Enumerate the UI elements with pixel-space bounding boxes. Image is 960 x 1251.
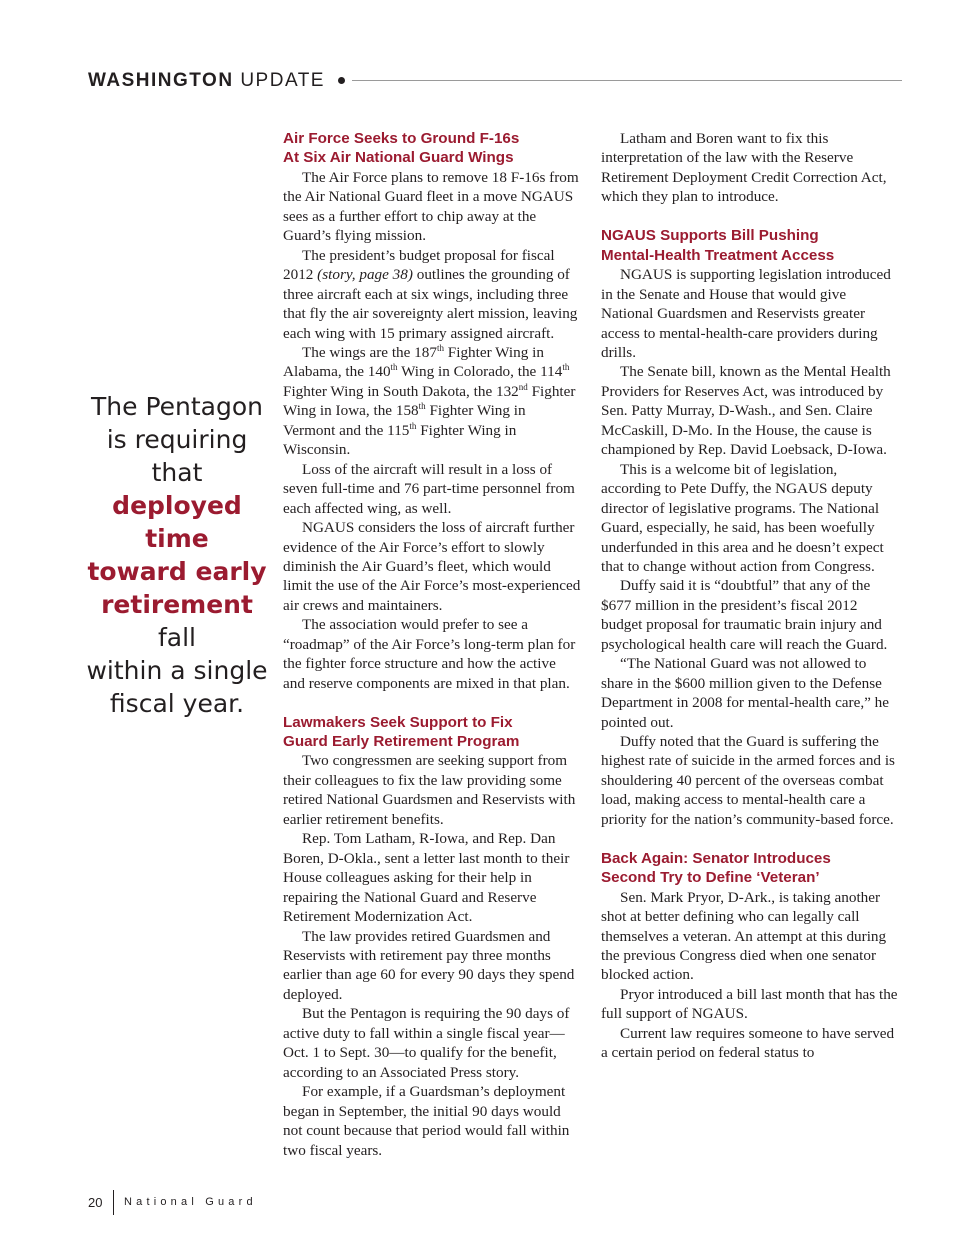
paragraph: Latham and Boren want to fix this interpretation of the law with the Reserve Retirement Deployment Credit Correction Act, which they plan to introduce. (601, 130, 887, 206)
headline-line: Air Force Seeks to Ground F-16s (283, 130, 520, 147)
paragraph: Loss of the aircraft will result in a loss of seven full-time and 76 part-time personnel from each affected wing, as well. (283, 460, 575, 517)
paragraph: Two congressmen are seeking support from their colleagues to fix the law providing some retired National Guardsmen and Reservists with earlier retirement benefits. (283, 752, 576, 828)
text-run: Fighter Wing in Vermont and the 115 (283, 402, 526, 439)
headline-line: Back Again: Senator Introduces (601, 849, 831, 867)
paragraph: The association would prefer to see a “roadmap” of the Air Force’s long-term plan for the fighter force structure and how the active and reserve components are mixed in that plan. (283, 616, 576, 692)
pull-quote-line: within a single (86, 656, 268, 685)
ordinal-suffix: th (409, 420, 417, 431)
paragraph: For example, if a Guardsman’s deployment began in September, the initial 90 days would not count because that period would fall within two fiscal years. (283, 1083, 570, 1159)
bullet-dot (338, 77, 345, 84)
text-run: The wings are the 187 (302, 343, 437, 361)
text-run: Wing in Colorado, the 114 (397, 363, 563, 381)
footer-divider (113, 1190, 114, 1215)
article-headline-retirement (283, 713, 581, 752)
pull-quote-emphasis: toward early (87, 557, 267, 586)
headline-line: Lawmakers Seek Support to Fix (283, 713, 513, 731)
spacer (601, 207, 899, 226)
headline-line: Second Try to Define ‘Veteran’ (601, 869, 820, 887)
magazine-name: National Guard (124, 1196, 257, 1208)
text-run: Fighter Wing in South Dakota, the 132 (283, 382, 519, 400)
section-title (88, 70, 325, 92)
ordinal-suffix: nd (518, 381, 528, 392)
article-headline-mental-health (601, 226, 899, 265)
paragraph: But the Pentagon is requiring the 90 days of active duty to fall within a single fiscal year—Oct. 1 to Sept. 30—to qualify for the benefit, according to an Associated Press story. (283, 1005, 570, 1081)
text-run: outlines the grounding of three aircraft each at six wings, including three that fly the air sovereignty alert mission, leaving each wing with 15 primary assigned aircraft. (283, 266, 578, 342)
section-header (88, 68, 902, 94)
column-right (601, 129, 899, 1063)
text-run: Fighter Wing in Iowa, the 158 (283, 382, 576, 420)
paragraph: Rep. Tom Latham, R-Iowa, and Rep. Dan Boren, D-Okla., sent a letter last month to their House colleagues asking for their help in repairing the National Guard and Reserve Retirement Modernization Act. (283, 830, 570, 926)
paragraph: This is a welcome bit of legislation, according to Pete Duffy, the NGAUS deputy director of legislative programs. The National Guard, especially, he said, has been woefully underfunded in this area and he doesn’t expect that to change without action from Congress. (601, 460, 884, 575)
pull-quote-line: is requiring that (106, 425, 248, 487)
paragraph: Duffy noted that the Guard is suffering the highest rate of suicide in the armed forces and is shouldering 40 percent of the overseas combat load, making access to mental-health care a priority for the nation’s community-based force. (601, 733, 895, 828)
article-headline-f16 (283, 129, 581, 168)
paragraph: NGAUS considers the loss of aircraft further evidence of the Air Force’s effort to slowly diminish the Air Guard’s fleet, which would limit the use of the Air Force’s most-experienced air crews and maintainers. (283, 519, 581, 614)
text-run: Fighter Wing in Alabama, the 140 (283, 343, 544, 381)
paragraph: “The National Guard was not allowed to share in the $600 million given to the Defense Department in 2008 for mental-health care,” he pointed out. (601, 655, 890, 731)
ordinal-suffix: th (562, 362, 570, 373)
paragraph: The Senate bill, known as the Mental Health Providers for Reserves Act, was introduced by Sen. Patty Murray, D-Wash., and Sen. Claire McCaskill, D-Mo. In the House, the cause is championed by Rep. David Loebsack, D-Iowa. (601, 363, 891, 459)
paragraph: Duffy said it is “doubtful” that any of the $677 million in the president’s fiscal 2012 budget proposal for traumatic brain injury and psychological health care will reach the Guard. (601, 577, 888, 653)
spacer (283, 693, 581, 712)
article-headline-veteran (601, 849, 899, 888)
pull-quote-line (84, 588, 270, 654)
section-title-bold: WASHINGTON (88, 70, 234, 91)
paragraph: The Air Force plans to remove 18 F-16s from the Air National Guard fleet in a move NGAUS sees as a further effort to chip away at the Guard’s flying mission. (283, 168, 579, 245)
story-reference: (story, page 38) (317, 266, 413, 284)
pull-quote-line: The Pentagon (91, 392, 263, 421)
paragraph: Current law requires someone to have served a certain period on federal status to (601, 1024, 895, 1062)
headline-line: At Six Air National Guard Wings (283, 149, 514, 167)
header-rule (352, 80, 902, 81)
paragraph (283, 343, 581, 460)
spacer (601, 829, 899, 848)
text-run: Fighter Wing in Wisconsin. (283, 421, 517, 459)
paragraph: NGAUS is supporting legislation introduced in the Senate and House that would give National Guardsmen and Reservists greater access to mental-health-care providers during drills. (601, 266, 891, 361)
section-title-rest: UPDATE (240, 70, 325, 91)
headline-line: Guard Early Retirement Program (283, 733, 520, 751)
paragraph: Pryor introduced a bill last month that has the full support of NGAUS. (601, 985, 898, 1023)
headline-line: Mental-Health Treatment Access (601, 246, 835, 264)
text-run: The president’s budget proposal for fiscal 2012 (283, 246, 555, 284)
ordinal-suffix: th (390, 362, 398, 373)
paragraph (283, 246, 581, 343)
pull-quote-emphasis: retirement (101, 590, 253, 619)
column-left (283, 129, 581, 1160)
pull-quote-tail: fall (157, 623, 196, 652)
pull-quote-line: fiscal year. (109, 689, 245, 718)
pull-quote (84, 390, 270, 720)
page-number: 20 (88, 1195, 103, 1210)
paragraph: The law provides retired Guardsmen and Reservists with retirement pay three months earlier than age 60 for every 90 days they spend deployed. (283, 927, 575, 1003)
pull-quote-emphasis: deployed time (112, 491, 242, 553)
headline-line: NGAUS Supports Bill Pushing (601, 227, 819, 245)
paragraph: Sen. Mark Pryor, D-Ark., is taking another shot at better defining who can legally call themselves a veteran. An attempt at this during the previous Congress died when one senator blocked action. (601, 888, 887, 984)
ordinal-suffix: th (436, 342, 444, 353)
ordinal-suffix: th (418, 401, 426, 412)
